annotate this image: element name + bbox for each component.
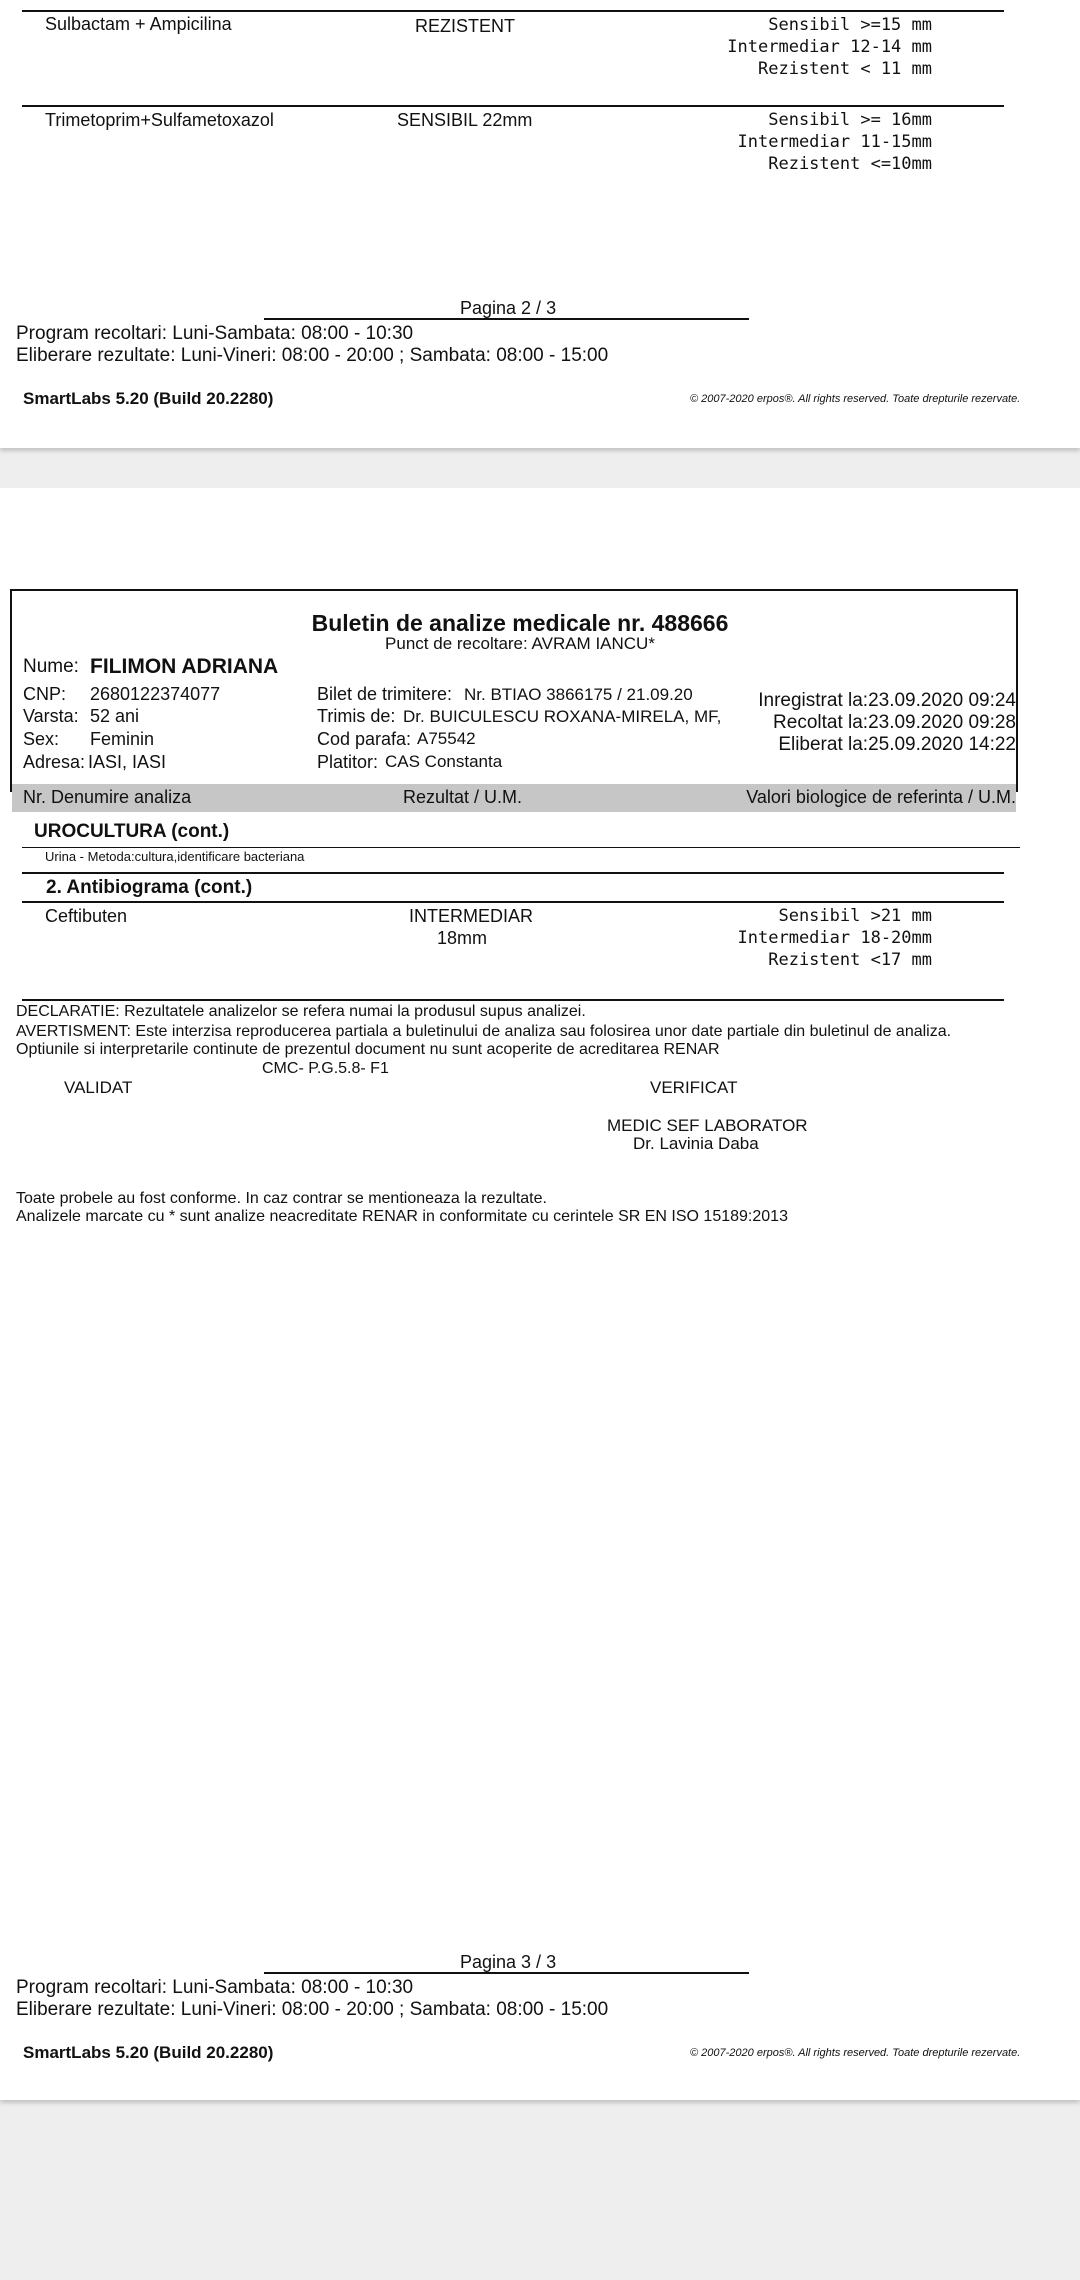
analysis-result: INTERMEDIAR xyxy=(409,906,534,926)
column-header-reference: Valori biologice de referinta / U.M. xyxy=(746,787,1016,807)
footer-rule xyxy=(264,318,749,320)
ref-line: Rezistent <=10mm xyxy=(768,154,932,174)
ref-line: Sensibil >= 16mm xyxy=(768,110,932,130)
row-divider xyxy=(22,901,1004,903)
subsection-title: 2. Antibiograma (cont.) xyxy=(46,877,253,898)
address-label: Adresa: xyxy=(23,752,86,772)
address-value: IASI, IASI xyxy=(88,752,167,772)
copyright: © 2007-2020 erpos®. All rights reserved. Toate drepturile rezervate. xyxy=(690,393,1021,405)
eliberare-rezultate: Eliberare rezultate: Luni-Vineri: 08:00 - 20:00 ; Sambata: 08:00 - 15:00 xyxy=(16,1999,609,2020)
program-recoltari: Program recoltari: Luni-Sambata: 08:00 - 10:30 xyxy=(16,323,414,344)
patient-name-label: Nume: xyxy=(23,656,79,677)
eliberare-rezultate: Eliberare rezultate: Luni-Vineri: 08:00 - 20:00 ; Sambata: 08:00 - 15:00 xyxy=(16,345,609,366)
method-note: Urina - Metoda:cultura,identificare bacteriana xyxy=(45,849,305,864)
warning: AVERTISMENT: Este interzisa reproducerea partiala a buletinului de analiza sau folosirea unor date partiale din buletinul de analiza. xyxy=(16,1023,952,1040)
cnp-value: 2680122374077 xyxy=(90,684,221,704)
age-label: Varsta: xyxy=(23,706,79,726)
page-number: Pagina 3 / 3 xyxy=(460,1952,557,1972)
cnp-label: CNP: xyxy=(23,684,67,704)
software-brand: SmartLabs 5.20 (Build 20.2280) xyxy=(23,2043,274,2062)
age-value: 52 ani xyxy=(90,706,140,726)
row-divider xyxy=(22,999,1004,1001)
program-recoltari: Program recoltari: Luni-Sambata: 08:00 - 10:30 xyxy=(16,1977,414,1998)
iso-note: Analizele marcate cu * sunt analize neacreditate RENAR in conformitate cu cerintele SR EN ISO 15189:2013 xyxy=(16,1208,788,1225)
accreditation-note: Optiunile si interpretarile continute de prezentul document nu sunt acoperite de acreditarea RENAR xyxy=(16,1041,720,1058)
collected-date: Recoltat la:23.09.2020 09:28 xyxy=(773,712,1016,733)
sent-by-value: Dr. BUICULESCU ROXANA-MIRELA, MF, xyxy=(403,707,722,726)
chief-physician-title: MEDIC SEF LABORATOR xyxy=(607,1116,808,1135)
declaration: DECLARATIE: Rezultatele analizelor se refera numai la produsul supus analizei. xyxy=(16,1003,586,1020)
analysis-result: SENSIBIL 22mm xyxy=(397,110,533,130)
report-title: Buletin de analize medicale nr. 488666 xyxy=(311,610,729,636)
column-header-result: Rezultat / U.M. xyxy=(403,787,523,807)
document-page-2 xyxy=(0,0,1080,448)
registered-date: Inregistrat la:23.09.2020 09:24 xyxy=(758,690,1016,711)
samples-conform-note: Toate probele au fost conforme. In caz contrar se mentioneaza la rezultate. xyxy=(16,1190,547,1207)
column-header-name: Nr. Denumire analiza xyxy=(23,787,192,807)
footer-rule xyxy=(264,1972,749,1974)
analysis-name: Sulbactam + Ampicilina xyxy=(45,14,232,34)
analysis-result: REZISTENT xyxy=(415,16,516,36)
copyright: © 2007-2020 erpos®. All rights reserved. Toate drepturile rezervate. xyxy=(690,2047,1021,2059)
ref-line: Rezistent <17 mm xyxy=(768,950,932,970)
validated-label: VALIDAT xyxy=(64,1078,133,1097)
sent-by-label: Trimis de: xyxy=(317,706,396,726)
reference-values xyxy=(738,109,932,175)
section-title: UROCULTURA (cont.) xyxy=(34,821,230,842)
ref-line: Intermediar 18-20mm xyxy=(737,928,932,948)
referral-value: Nr. BTIAO 3866175 / 21.09.20 xyxy=(464,685,693,704)
analysis-name: Ceftibuten xyxy=(45,906,128,926)
stamp-code-value: A75542 xyxy=(417,729,476,748)
patient-name: FILIMON ADRIANA xyxy=(90,655,279,678)
page-number: Pagina 2 / 3 xyxy=(460,298,557,318)
collection-point: Punct de recoltare: AVRAM IANCU* xyxy=(385,634,655,653)
ref-line: Sensibil >=15 mm xyxy=(768,15,932,35)
ref-line: Rezistent < 11 mm xyxy=(758,59,932,79)
payer-label: Platitor: xyxy=(317,752,379,772)
chief-physician-name: Dr. Lavinia Daba xyxy=(633,1134,759,1153)
cmc-code: CMC- P.G.5.8- F1 xyxy=(262,1060,389,1077)
ref-line: Intermediar 12-14 mm xyxy=(727,37,932,57)
verified-label: VERIFICAT xyxy=(650,1078,738,1097)
row-divider xyxy=(22,105,1004,107)
referral-label: Bilet de trimitere: xyxy=(317,684,453,704)
analysis-name: Trimetoprim+Sulfametoxazol xyxy=(45,110,274,130)
sex-value: Feminin xyxy=(90,729,155,749)
ref-line: Sensibil >21 mm xyxy=(778,906,932,926)
reference-values xyxy=(738,905,932,971)
software-brand: SmartLabs 5.20 (Build 20.2280) xyxy=(23,389,274,408)
section-rule xyxy=(22,847,1020,848)
ref-line: Intermediar 11-15mm xyxy=(737,132,932,152)
released-date: Eliberat la:25.09.2020 14:22 xyxy=(778,734,1016,755)
document-page-3 xyxy=(0,488,1080,2100)
row-divider xyxy=(22,10,1004,12)
sex-label: Sex: xyxy=(23,729,60,749)
analysis-result-value: 18mm xyxy=(437,928,488,948)
stamp-code-label: Cod parafa: xyxy=(317,729,412,749)
reference-values xyxy=(727,14,932,80)
payer-value: CAS Constanta xyxy=(385,752,503,771)
row-divider xyxy=(22,872,1004,874)
